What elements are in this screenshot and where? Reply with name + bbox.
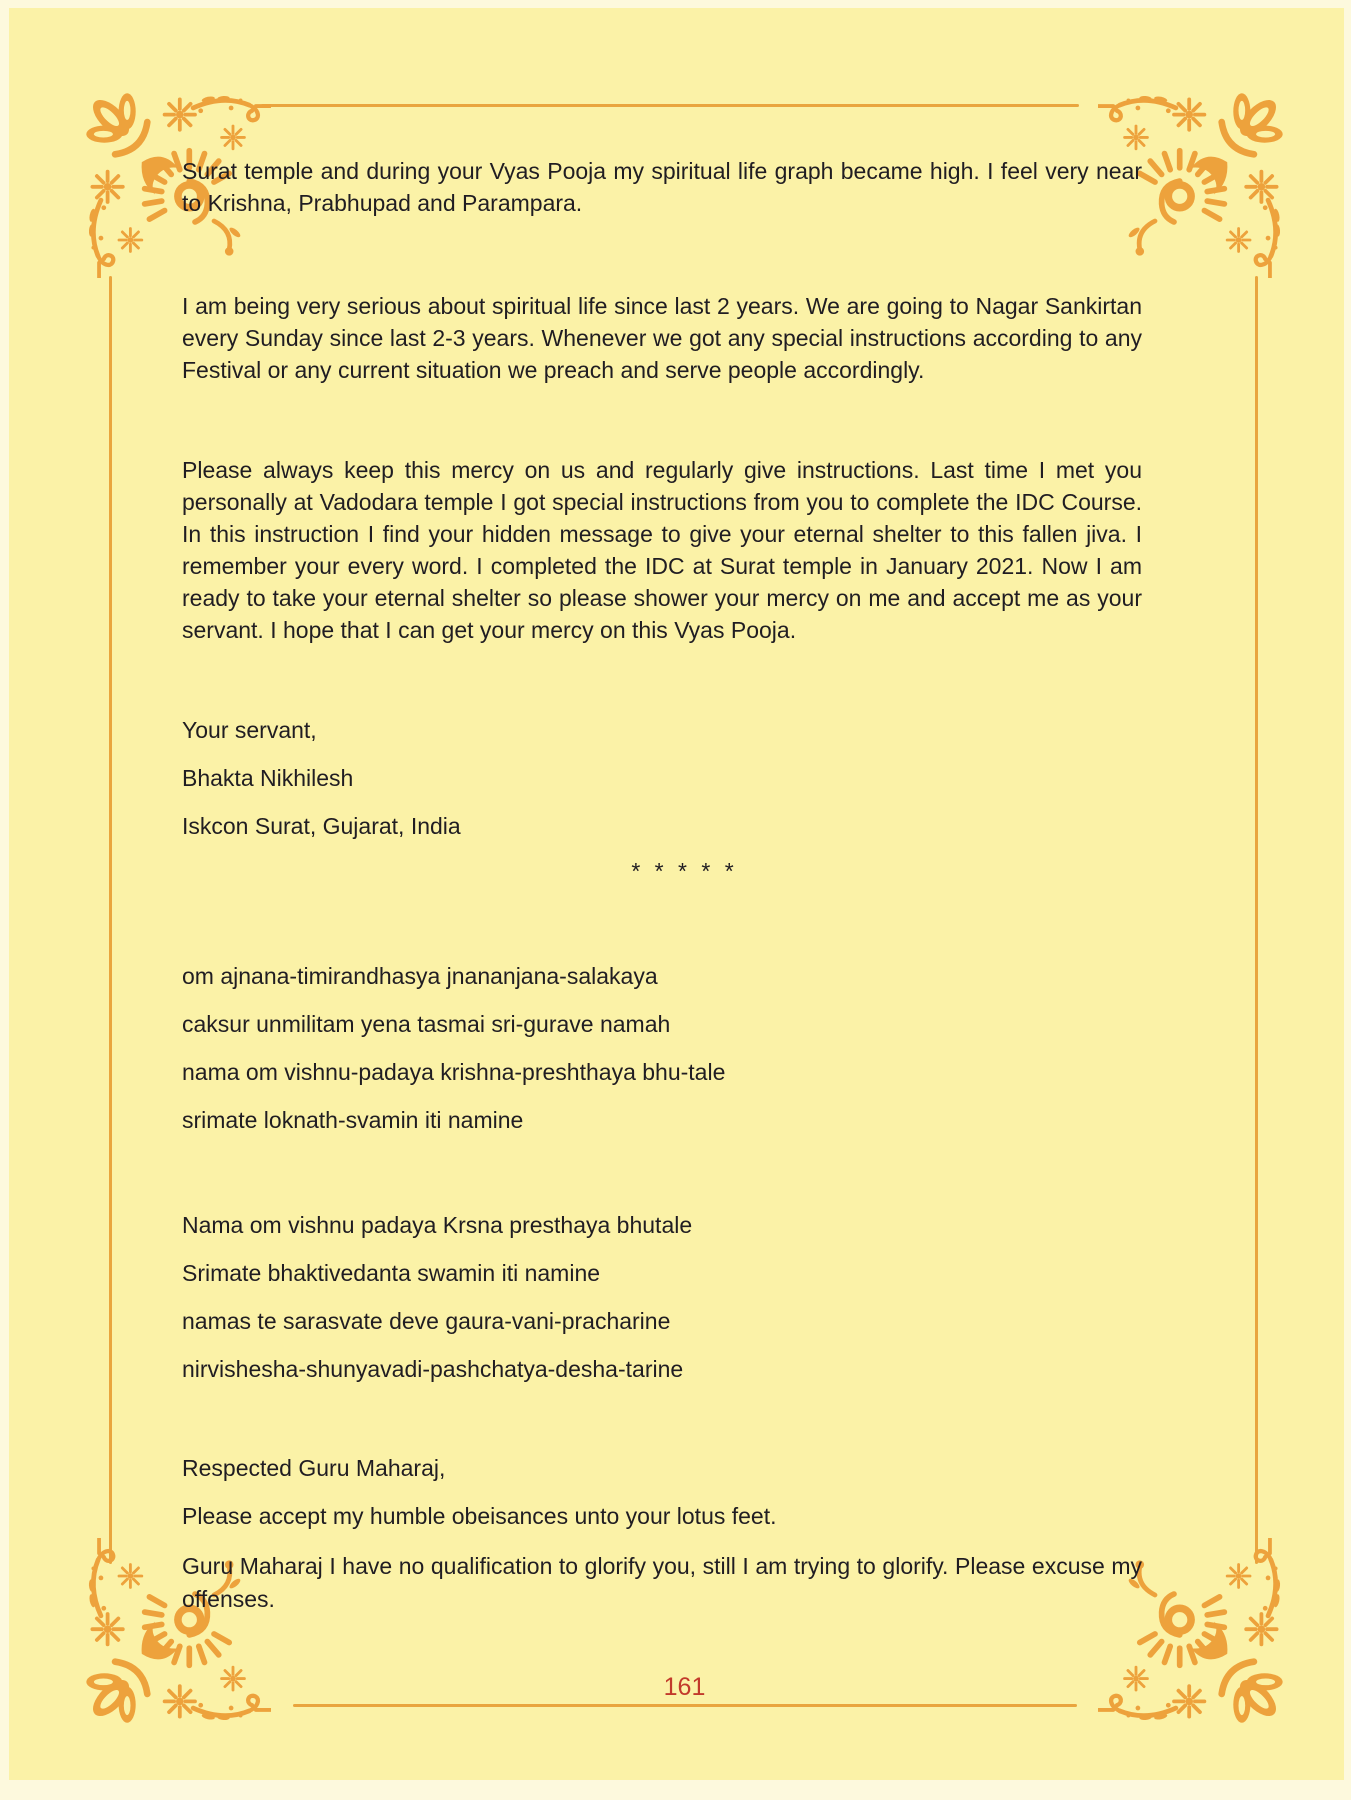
signature-line: Your servant, xyxy=(182,717,317,743)
invocation-verse xyxy=(182,952,1142,1144)
verse-line: srimate loknath-svamin iti namine xyxy=(182,1107,524,1133)
verse-line: Nama om vishnu padaya Krsna presthaya bhutale xyxy=(182,1212,693,1238)
letter-paragraph: Please always keep this mercy on us and regularly give instructions. Last time I met you personally at Vadodara temple I got special instructions from you to complete the IDC Course. In this instruction I find your hidden message to give your eternal shelter to this fallen jiva. I remember your every word. I completed the IDC at Surat temple in January 2021. Now I am ready to take your eternal shelter so please shower your mercy on me and accept me as your servant. I hope that I can get your mercy on this Vyas Pooja. xyxy=(182,457,1142,643)
letter-paragraph: Surat temple and during your Vyas Pooja my spiritual life graph became high. I feel very near to Krishna, Prabhupad and Parampara. xyxy=(182,158,1142,216)
signature-line: Iskcon Surat, Gujarat, India xyxy=(182,813,461,839)
verse-line: nama om vishnu-padaya krishna-preshthaya bhu-tale xyxy=(182,1059,726,1085)
invocation-verse xyxy=(182,1201,1142,1393)
verse-line: namas te sarasvate deve gaura-vani-pracharine xyxy=(182,1308,671,1334)
verse-line: Srimate bhaktivedanta swamin iti namine xyxy=(182,1260,601,1286)
letter-paragraph: I am being very serious about spiritual life since last 2 years. We are going to Nagar Sankirtan every Sunday since last 2-3 years. Whenever we got any special instructions according to any Festival or any current situation we preach and serve people accordingly. xyxy=(182,293,1142,383)
frame-line-right xyxy=(1255,276,1258,1564)
verse-line: om ajnana-timirandhasya jnananjana-salakaya xyxy=(182,963,658,989)
page-number: 161 xyxy=(663,1673,706,1701)
frame-line-top xyxy=(261,104,1079,107)
signature-line: Bhakta Nikhilesh xyxy=(182,765,354,791)
verse-line: nirvishesha-shunyavadi-pashchatya-desha-tarine xyxy=(182,1356,684,1382)
letter-salutation: Respected Guru Maharaj, xyxy=(182,1455,446,1481)
frame-line-bottom xyxy=(293,1704,1077,1707)
page-background xyxy=(9,8,1344,1780)
section-divider-asterisks: * * * * * xyxy=(631,858,738,884)
letter-obeisance-line: Please accept my humble obeisances unto your lotus feet. xyxy=(182,1503,777,1529)
frame-line-left xyxy=(109,276,112,1564)
verse-line: caksur unmilitam yena tasmai sri-gurave namah xyxy=(182,1011,671,1037)
letter-signature xyxy=(182,706,1142,850)
letter-paragraph: Guru Maharaj I have no qualification to glorify you, still I am trying to glorify. Please excuse my offenses. xyxy=(182,1553,1142,1612)
